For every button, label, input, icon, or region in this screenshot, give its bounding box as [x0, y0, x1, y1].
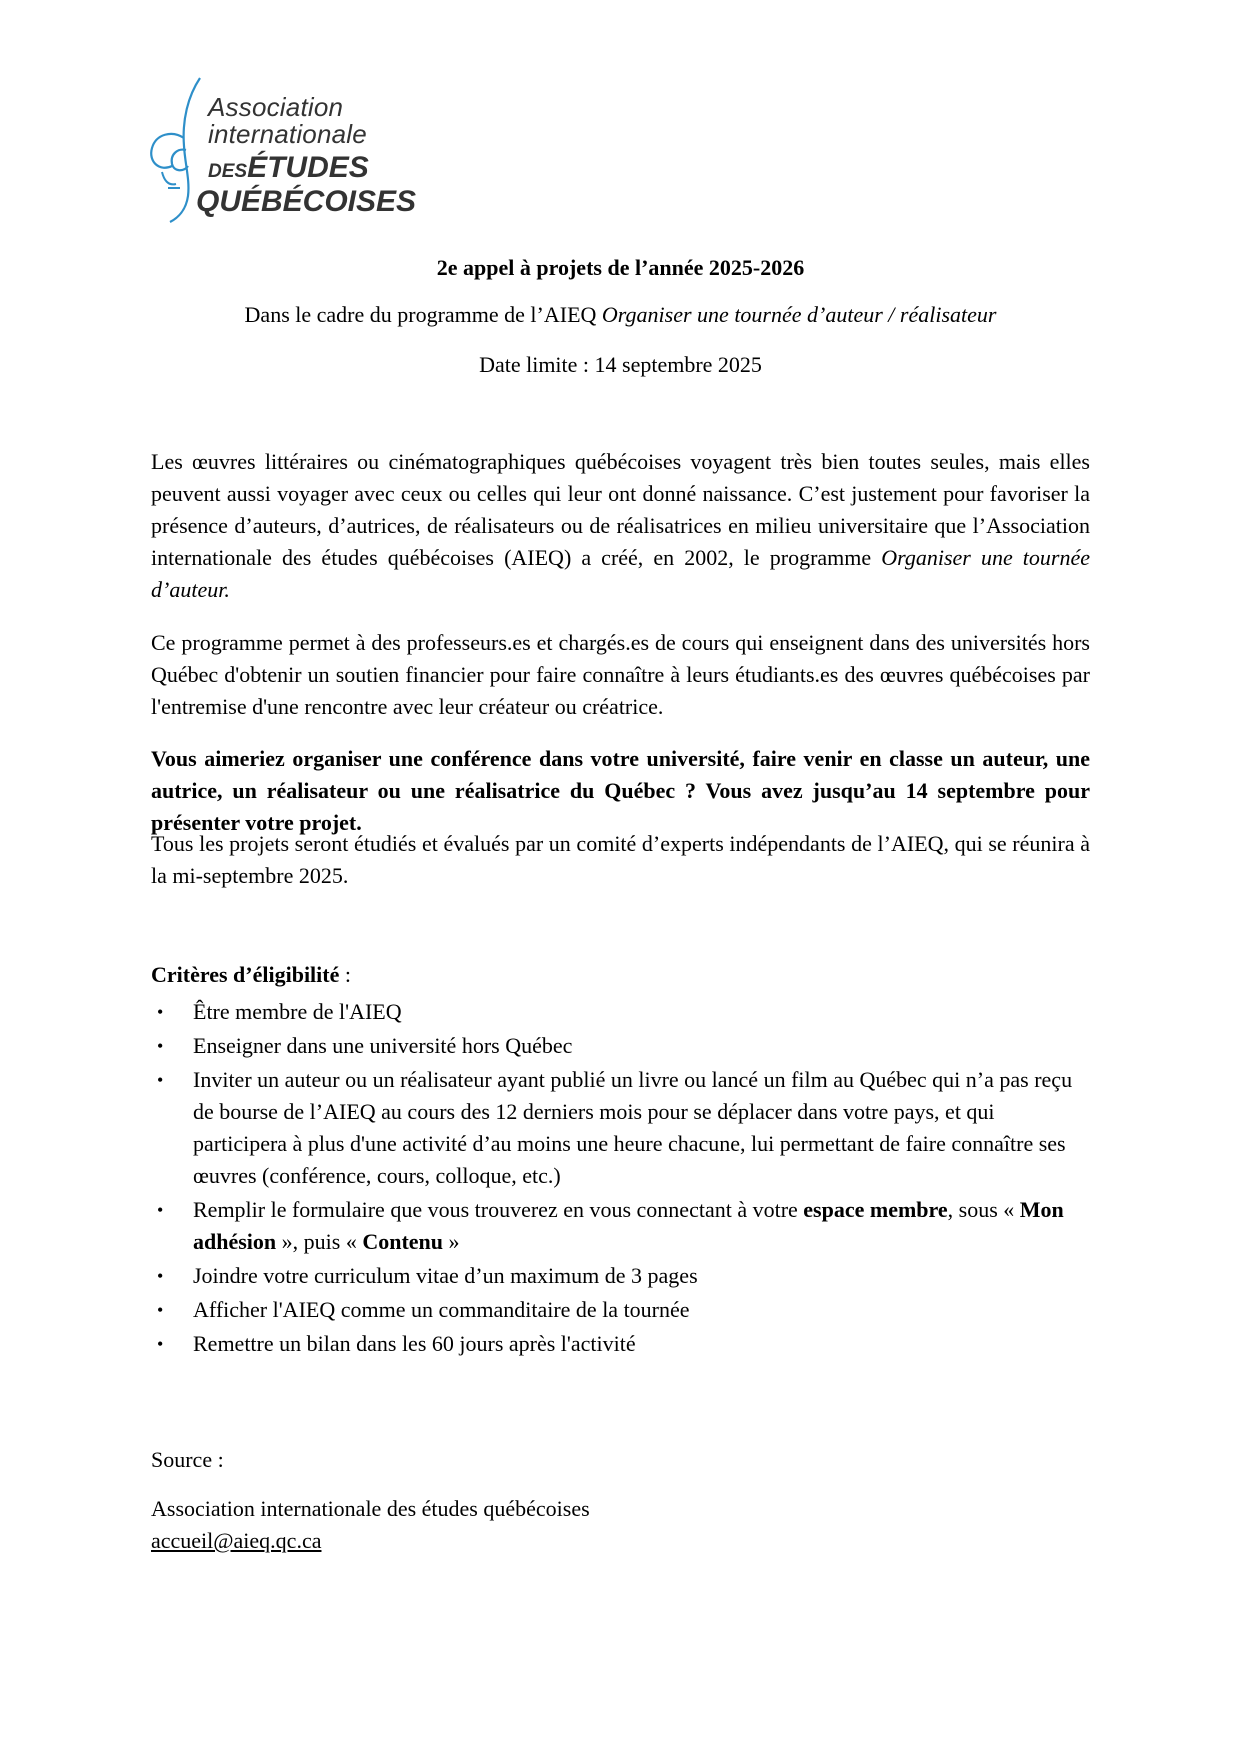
criteria-list — [151, 996, 1091, 1362]
bullet-icon: • — [157, 1036, 164, 1056]
criteria-heading-colon: : — [339, 962, 351, 987]
criteria-heading-text: Critères d’éligibilité — [151, 962, 340, 987]
logo-wordmark — [196, 92, 417, 218]
logo-line-association: Association — [208, 92, 344, 122]
logo-line-internationale: internationale — [208, 119, 367, 149]
intro-program-name: Organiser une tournée d’auteur. — [151, 545, 1090, 602]
form-item-e: », puis « — [276, 1229, 363, 1254]
list-item-text: Remettre un bilan dans les 60 jours après l'activité — [193, 1331, 636, 1356]
call-to-action-paragraph: Vous aimeriez organiser une conférence dans votre université, faire venir en classe un auteur, une autrice, un réalisateur ou une réalisatrice du Québec ? Vous avez jusqu’au 14 septembre pour présenter votre projet. — [151, 746, 1090, 835]
bullet-icon: • — [157, 1334, 164, 1354]
list-item-text: Joindre votre curriculum vitae d’un maximum de 3 pages — [193, 1263, 698, 1288]
intro-paragraph — [151, 446, 1090, 606]
logo-etudes: ÉTUDES — [247, 151, 369, 184]
espace-membre: espace membre — [803, 1197, 948, 1222]
list-item — [151, 1064, 1091, 1192]
list-item-text: Inviter un auteur ou un réalisateur ayant publié un livre ou lancé un film au Québec qui n’a pas reçu de bourse de l’AIEQ au cours des 12 derniers mois pour se déplacer dans votre pays, et qui participera à plus d'une activité d’au moins une heure chacune, lui permettant de faire connaître ses œuvres (conférence, cours, colloque, etc.) — [193, 1067, 1073, 1188]
bullet-icon: • — [157, 1266, 164, 1286]
logo-line-quebecoises: QUÉBÉCOISES — [196, 185, 417, 218]
program-name: Organiser une tournée d’auteur / réalisateur — [601, 302, 997, 327]
bullet-icon: • — [157, 1070, 164, 1090]
form-item-c: , sous « — [947, 1197, 1020, 1222]
program-paragraph: Ce programme permet à des professeurs.es et chargés.es de cours qui enseignent dans des universités hors Québec d'obtenir un soutien financier pour faire connaître à leurs étudiants.es des œuvres québécoises par l'entremise d'une rencontre avec leur créateur ou créatrice. — [151, 630, 1090, 719]
bullet-icon: • — [157, 1002, 164, 1022]
bullet-icon: • — [157, 1300, 164, 1320]
logo-line-des-etudes — [208, 153, 416, 187]
list-item — [151, 1194, 1091, 1258]
list-item — [151, 1328, 1091, 1360]
criteria-heading — [151, 962, 351, 988]
source-organization: Association internationale des études québécoises — [151, 1496, 590, 1521]
list-item-text: Enseigner dans une université hors Québec — [193, 1033, 573, 1058]
aieq-logo — [148, 76, 438, 226]
form-item-a: Remplir le formulaire que vous trouverez en vous connectant à votre — [193, 1197, 804, 1222]
mon-adhesion: Mon adhésion — [193, 1197, 1064, 1254]
source-label: Source : — [151, 1447, 224, 1472]
list-item — [151, 1260, 1091, 1292]
email-link[interactable]: accueil@aieq.qc.ca — [151, 1528, 322, 1553]
form-item-g: » — [443, 1229, 460, 1254]
document-subtitle — [0, 302, 1241, 328]
list-item — [151, 996, 1091, 1028]
contenu: Contenu — [362, 1229, 444, 1254]
deadline: Date limite : 14 septembre 2025 — [479, 352, 762, 377]
document-title: 2e appel à projets de l’année 2025-2026 — [436, 255, 805, 280]
logo-des: DES — [208, 161, 248, 182]
list-item — [151, 1030, 1091, 1062]
intro-text: Les œuvres littéraires ou cinématographiques québécoises voyagent très bien toutes seules, mais elles peuvent aussi voyager avec ceux ou celles qui leur ont donné naissance. C’est justement pour favoriser la présence d’auteurs, d’autrices, de réalisateurs ou de réalisatrices en milieu universitaire que l’Association internationale des études québécoises (AIEQ) a créé, en 2002, le programme — [151, 449, 1090, 570]
evaluation-paragraph: Tous les projets seront étudiés et évalués par un comité d’experts indépendants de l’AIEQ, qui se réunira à la mi-septembre 2025. — [151, 831, 1090, 888]
list-item-text: Afficher l'AIEQ comme un commanditaire de la tournée — [193, 1297, 690, 1322]
bullet-icon: • — [157, 1200, 164, 1220]
list-item — [151, 1294, 1091, 1326]
subtitle-prefix: Dans le cadre du programme de l’AIEQ — [244, 302, 602, 327]
list-item-text: Être membre de l'AIEQ — [193, 999, 402, 1024]
